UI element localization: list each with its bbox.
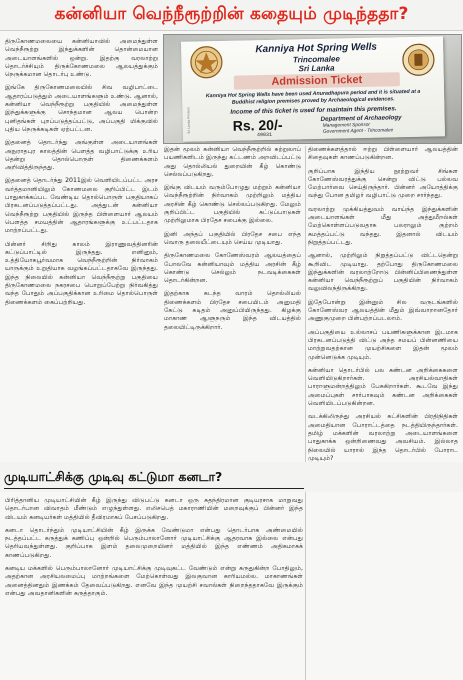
- ticket-place: Trincomalee: [292, 54, 340, 65]
- article-column-right: [308, 146, 458, 676]
- column-divider: [305, 146, 306, 680]
- paragraph: ஆனால், முற்றிலும் நிறுத்தப்பட்டு விட்டதென்று கூறிவிட முடியாது. தற்போது திருகோணமலை இந்துக்களின் வரலாற்றோடு பின்னிப்பிணைந்துள்ள கன்னியா வெந்நீரூற்றுப் பகுதியின் நிர்வாகம் வலுவிலந்திருக்கிறது.: [308, 252, 458, 293]
- paragraph: திணைக்களத்தால் ஈற்று பிள்ளையார் ஆலயத்தின் சிதைவுகள் காணப்படுகின்றன.: [308, 146, 458, 162]
- article-column-left: [5, 38, 158, 456]
- ticket-country: Sri Lanka: [298, 63, 335, 74]
- sponsor-line: Government Agent - Trincomalee: [322, 127, 394, 135]
- paragraph: இதனைத் தொடர்ந்து 2011இல் வெளியிடப்பட்ட அரச வர்த்தமானியிலும் கோணமலை குறிப்பிட்ட இடம் பாதுகாக்கப்பட வேண்டிய தொல்பொருள் பகுதியாகப் பிரகடனப்படுத்தப்பட்டது. அத்துடன் கன்னியா வெந்நீரூற்று பகுதியில் இருந்த பிள்ளையார் ஆலயம் பௌத்த சமயத்தின் ஆதாரங்களுக்கு உட்பட்டதாக மாற்றப்பட்டது.: [5, 177, 158, 235]
- ticket-price: Rs. 20/-: [232, 116, 283, 134]
- admission-ticket: [181, 36, 445, 141]
- paragraph: இங்கு விடயம் வரும்போழுது மற்றும் கன்னியா வெந்நீரூற்றின் நிர்வாகம் முற்றிலும் மத்திய அரசின் கீழ் கொண்டு செல்லப்படுகிறது. மேலும் குறிப்பிட்ட பகுதியில் கட்டுப்பாடுகள் முற்றிலுமாக பிரதேச சபைக்கு இல்லை.: [164, 184, 301, 225]
- paragraph: வரலாற்று முக்கியத்துவம் வாய்ந்த இந்துக்களின் அடையாளங்கள் மீது அத்துமீறல்கள் மேற்கொள்ளப்படுவதாக பலராலும் குற்றம் சுமத்தப்பட்டு வந்தது. இதனால் விடயம் நிறுத்தப்பட்டது.: [308, 205, 458, 246]
- ticket-note: Kanniya Hot Spring Wells have been used Anuradhapura period and it is situated at a Buddhist religion premises proved by Archaeological evidences.: [205, 88, 421, 106]
- paragraph: கனடா தொடர்ந்தும் முடியாட்சியின் கீழ் இருக்க வேண்டுமா என்பது தொடர்பாக அண்மையில் நடத்தப்பட்ட கருத்துக் கணிப்பு ஒன்றில் பெரும்பாலானோர் முடியாட்சிக்கு ஆதரவாக இல்லை என்பது தெரியவந்துள்ளது. குறிப்பாக இளம் தலைமுறையினர் மத்தியில் இந்த எண்ணம் அதிகமாகக் காணப்படுகிறது.: [5, 526, 303, 559]
- paragraph: திருகோணமலை கோணேஸ்வரம் ஆலயத்தைப் போலவே கன்னியாவும் மத்திய அரசின் கீழ் கொண்டு செல்லும் நடவடிக்கைகள் தொடர்கின்றன.: [164, 252, 301, 285]
- subheading: முடியாட்சிக்கு முடிவு கட்டுமா கனடா?: [4, 466, 304, 489]
- paragraph: வடக்கிலிருந்து அரசியல் கட்சிகளின் பிரதிநிதிகள் அமைதியான போராட்டத்தை நடத்தியிருந்தார்கள். தமிழ் மக்களின் வரலாற்று அடையாளங்களை பாதுகாக்க ஒன்றிணைவது அவசியம். இல்லாத நிலையில் யாரால் இந்த தொடர்பில் போராட முடியும்?: [308, 413, 458, 462]
- paragraph: கனடிய மக்களில் பெரும்பாலானோர் முடியாட்சிக்கு முடிவுகட்ட வேண்டும் என்று கருதுகின்ற போதிலும், அதற்கான அரசியலமைப்பு மாற்றங்களை மேற்கொள்வது இலகுவான காரியமல்ல. மாகாணங்கள் அனைத்தினதும் இணக்கம் தேவைப்படுகிறது. எனவே இந்த முயற்சி சவால்கள் நிறைந்ததாகவே இருக்கும் என்பது அவதானிகளின் கருத்தாகும்.: [5, 565, 303, 597]
- second-article: [5, 497, 303, 680]
- paragraph: இனி அந்தப் பகுதியில் பிரதேச சபை எந்த வொரு தலையீட்டையும் செய்ய முடியாது.: [164, 230, 301, 246]
- paragraph: இங்கே திருகோணமலையில் சிவ வழிபாட்டை ஆதாரப்படுத்தும் அடையாளங்களும் உண்டு. ஆனால், கன்னியா வெந்நீரூற்று பகுதியில் அமைந்துள்ள இந்துக்களுக்கு சொந்தமான ஆலய பொன்ற புனிதங்கள் புறப்படுத்தப்பட்டு, அப்பகுதி மிக்குவில் புதிய நெருக்கடிகள் ஏற்பட்டன.: [5, 84, 158, 133]
- ticket-department: Department of Archaeology: [320, 114, 402, 123]
- ticket-title: Kanniya Hot Spring Wells: [255, 41, 378, 56]
- ticket-income-note: Income of this ticket is used for maintain this premises.: [230, 105, 397, 116]
- paragraph: இதேபோன்று இன்னும் சில வருடங்களில் கோணேஸ்வர ஆலயத்தின் மீதும் இவ்வாறானதோர் அணுகுமுறை பின்பற்றப்படலாம்.: [308, 298, 458, 323]
- paragraph: அப்பகுதியை உல்லாசப் பயணிகளுக்கான இடமாக பிரகடனப்படுத்தி விட்டு அந்த சமயப் பின்னணியை மாற்றுவதற்கான முயற்சிகளை இதன் மூலம் முன்னெடுக்க முடியும்.: [308, 328, 458, 361]
- paragraph: இதனைத் தொடர்ந்து அங்குள்ள அடையாளங்கள் அநுராதபுர காலத்தின் பௌத்த வழிபாட்டுக்கு உரிய தென்று தொல்பொருள் திணைக்களம் அறிவித்திருந்தது.: [5, 139, 158, 172]
- paragraph: திருகோணமலையை கன்னியாவில் அமைந்துள்ள வெந்நீரூற்று இந்துக்களின் தொன்மையான அடையாளங்களில் ஒன்று. இதற்கு வரலாற்று தொடர்ச்சியும் திருக்கோணமலை ஆலயத்துக்கும் நெருக்கமான தொடர்பு உண்டு.: [5, 38, 158, 79]
- paragraph: குறிப்பாக இந்திய நூற்றுவர் சிங்கள கோணேஸ்வரத்துக்கு சென்று விட்டு பல்லவ மேற்பார்வை செய்திருந்தார். பின்னர் அயோத்திக்கு வந்து போன தமிழர் வழிபாட்டு முறை சார்ந்தது.: [308, 167, 458, 200]
- paragraph: பின்னர் சிறிது காலம் இராணுவத்தினரின் கட்டுப்பாட்டில் இருந்தது. எனினும், உத்தியோகபூர்வமாக வெந்நீரூற்றின் நிர்வாகம் யாருக்கும் உறுதியாக வழங்கப்பட்டதாகவே இருந்தது. இந்த நிலையில் கன்னியா வெந்நீரூற்று பகுதியை திருகோணமலை நகரசபை பொறுப்பேற்று நிர்வகித்து வந்த போதும் அப்பகுதிக்கான உரிமை தொல்பொருள் திணைக்களம் கைப்பற்றியது.: [5, 240, 158, 306]
- paragraph: கன்னியா தொடர்பில் பல கண்டன அறிக்கைகளை வெளியிடுகிறார்கள். அரசியல்வாதிகள் பாராளுமன்றத்திலும் பேசுகிறார்கள். கூடவே இந்து அமைப்புகள் சார்பாகவும் கண்டன அறிக்கைகள் வெளியிடப்படுகின்றன.: [308, 366, 458, 408]
- admission-label: Admission Ticket: [234, 72, 400, 89]
- ticket-serial: 49031: [256, 131, 273, 139]
- ticket-photo: [163, 34, 462, 144]
- ticket-sponsor: [323, 122, 433, 135]
- headline-banner: [0, 0, 463, 31]
- department-seal-icon: [401, 42, 436, 77]
- sponsor-line: Management Sponsor: [322, 122, 371, 129]
- emblem-icon: [189, 45, 224, 80]
- paragraph: இதற்காக கடந்த வாரம் தொல்லியல் திணைக்களம் பிரதேச சபையிடம் அனுமதி கேட்டு கடிதம் அனுப்பியிருந்தது. கிழக்கு மாகாண ஆளுநரும் இந்த விடயத்தில் தலையிட்டிருக்கிறார்.: [164, 290, 301, 331]
- paragraph: இதன் மூலம் கன்னியா வெந்நீரூற்றில் சுற்றுலாப் பயணிகளிடம் இருந்து கட்டணம் அறவிடப்பட்டு அது தொல்லியல் துறையின் கீழ் கொண்டு செல்லப்படுகிறது.: [164, 146, 301, 178]
- paragraph: பிரித்தானிய முடியாட்சியின் கீழ் இருந்து விடுபட்டு கனடா ஒரு சுதந்திரமான குடியரசாக மாறுவது தொடர்பான விவாதம் மீண்டும் எழுந்துள்ளது. எலிசபெத் மகாராணியின் மறைவுக்குப் பின்னர் இந்த விடயம் கனடியர்கள் மத்தியில் தீவிரமாகப் பேசப்படுகிறது.: [5, 497, 303, 521]
- ticket-printer-mark: Sri Lanka Printers: [186, 107, 191, 134]
- article-column-middle: [164, 146, 301, 460]
- headline: கன்னியா வெந்நீரூற்றின் கதையும் முடிந்ததா?: [54, 4, 409, 24]
